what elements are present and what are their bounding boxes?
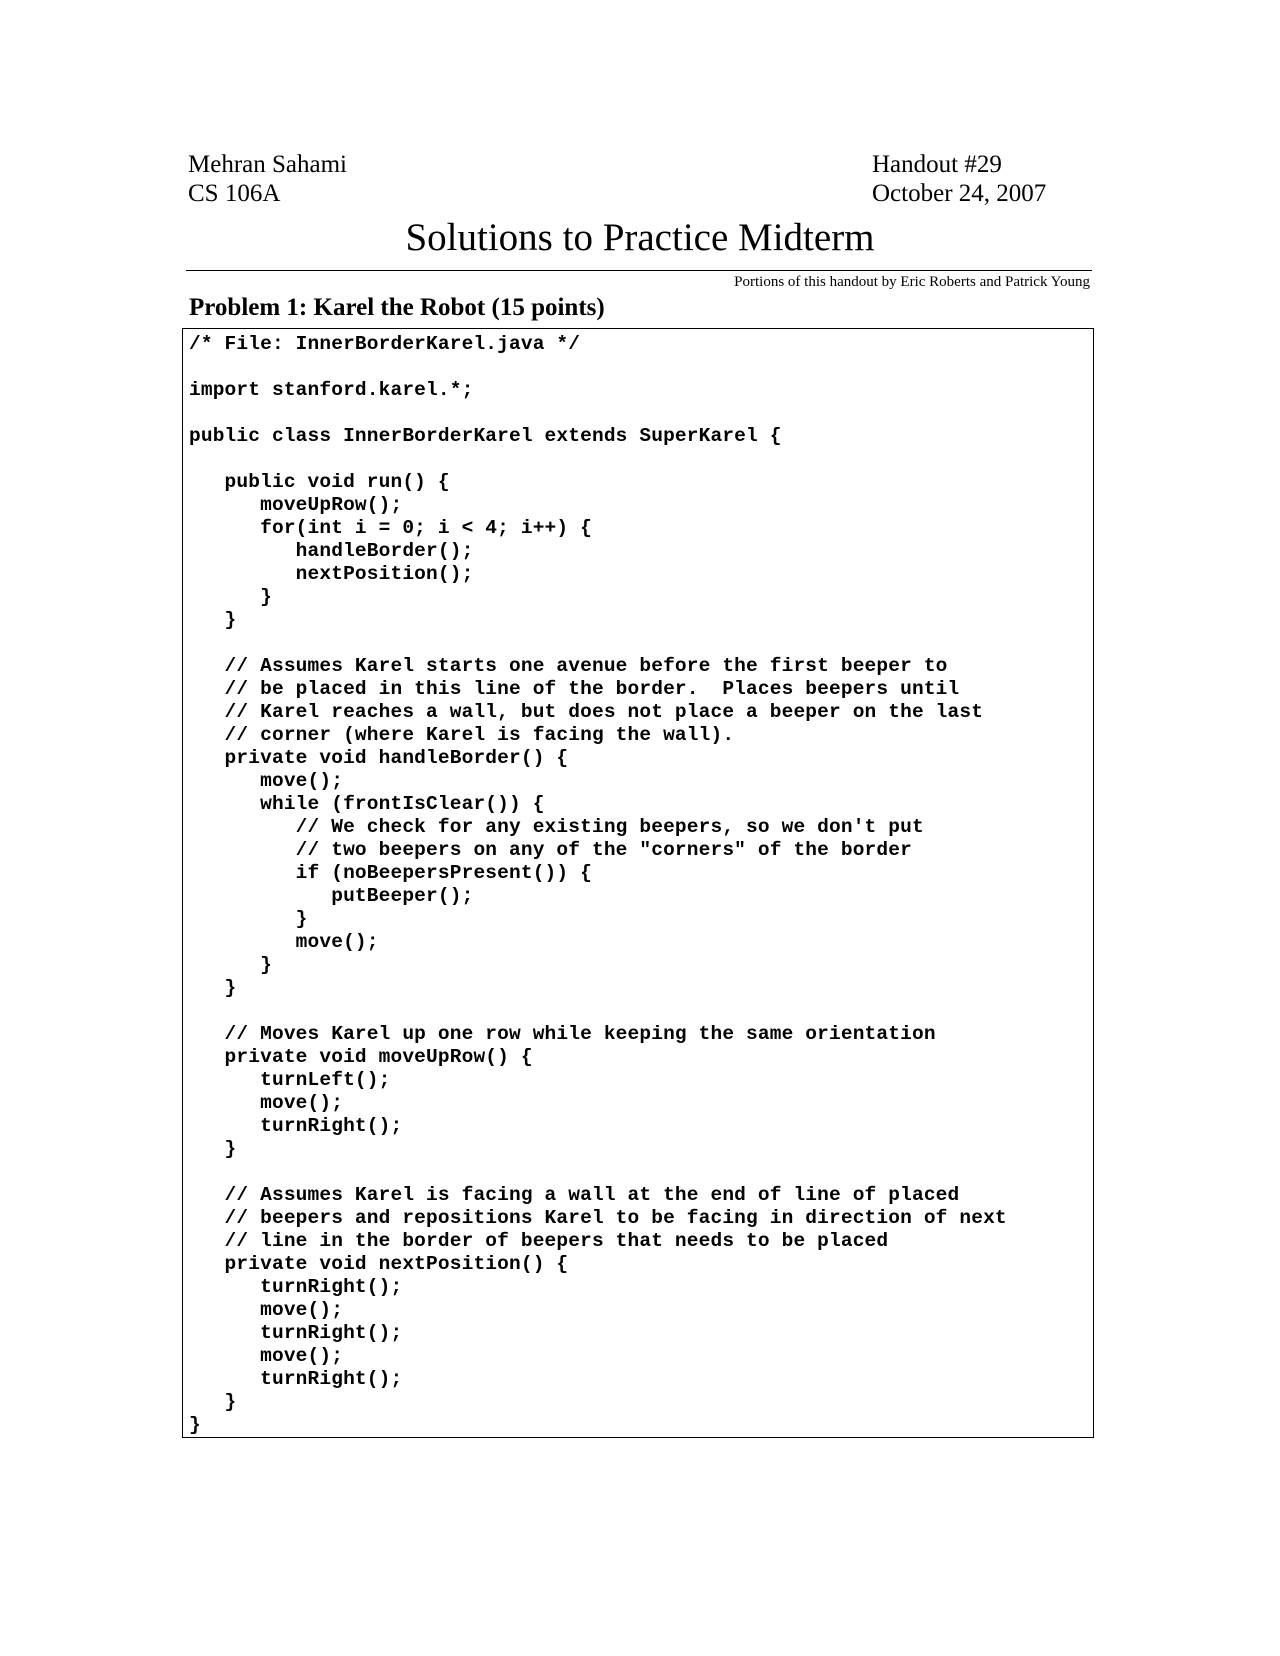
handout-number: Handout #29 [872,151,1002,178]
title-divider [186,270,1092,271]
header-right [872,150,1046,208]
code-box [182,328,1094,1438]
code-listing: /* File: InnerBorderKarel.java */ import stanford.karel.*; public class InnerBorderKarel extends SuperKarel { public void run() { moveUpRow(); for(int i = 0; i < 4; i++) { handleBorder(); nextPosition(); } } // Assumes Karel starts one avenue before the first beeper to // be placed in this line of the border. Places beepers until // Karel reaches a wall, but does not place a beeper on the last // corner (where Karel is facing the wall). private void handleBorder() { move(); while (frontIsClear()) { // We check for any existing beepers, so we don't put // two beepers on any of the "corners" of the border if (noBeepersPresent()) { putBeeper(); } move(); } } // Moves Karel up one row while keeping the same orientation private void moveUpRow() { turnLeft(); move(); turnRight(); } // Assumes Karel is facing a wall at the end of line of placed // beepers and repositions Karel to be facing in direction of next // line in the border of beepers that needs to be placed private void nextPosition() { turnRight(); move(); turnRight(); move(); turnRight(); } } [189,333,1007,1436]
credit-line: Portions of this handout by Eric Roberts and Patrick Young [734,274,1090,290]
handout-date: October 24, 2007 [872,180,1047,207]
header-left [188,150,347,208]
page-title: Solutions to Practice Midterm [405,216,875,259]
problem-heading: Problem 1: Karel the Robot (15 points) [189,294,605,321]
author-name: Mehran Sahami [188,151,347,178]
course-code: CS 106A [188,180,281,207]
